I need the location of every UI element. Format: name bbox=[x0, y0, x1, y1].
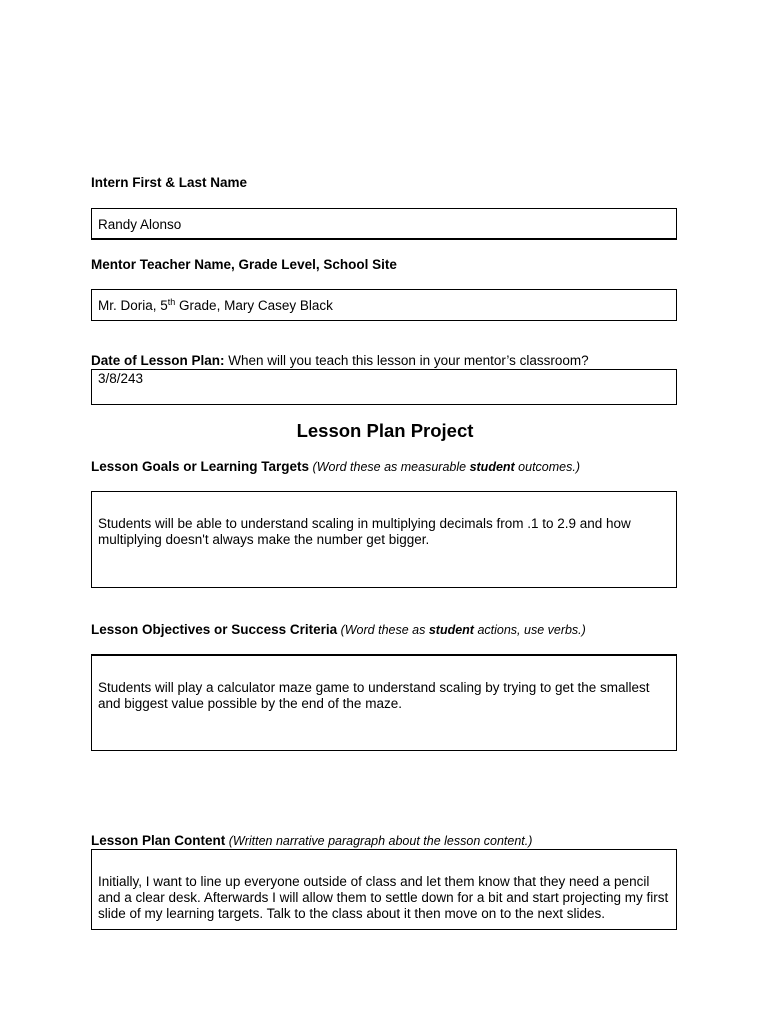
lesson-date-label-bold: Date of Lesson Plan: bbox=[91, 353, 225, 368]
lesson-goals-value: Students will be able to understand scaling in multiplying decimals from .1 to 2.9 and how multiplying doesn't always make the number get bigger. bbox=[98, 516, 631, 547]
mentor-value-part1: Mr. Doria, 5 bbox=[98, 298, 168, 313]
intern-name-field[interactable] bbox=[91, 208, 677, 240]
lesson-objectives-note bbox=[337, 623, 586, 637]
lesson-content-note: (Written narrative paragraph about the lesson content.) bbox=[225, 834, 533, 848]
lesson-date-label-rest: When will you teach this lesson in your mentor’s classroom? bbox=[224, 353, 589, 368]
lesson-objectives-note-before: (Word these as bbox=[337, 623, 429, 637]
mentor-info-label bbox=[91, 257, 397, 273]
lesson-date-label bbox=[91, 353, 589, 369]
lesson-objectives-note-after: actions, use verbs.) bbox=[473, 623, 586, 637]
lesson-objectives-label-bold: Lesson Objectives or Success Criteria bbox=[91, 622, 338, 637]
lesson-date-field[interactable] bbox=[91, 369, 677, 405]
mentor-info-label-text: Mentor Teacher Name, Grade Level, School Site bbox=[91, 257, 397, 272]
lesson-content-value: Initially, I want to line up everyone outside of class and let them know that they need a pencil and a clear desk. Afterwards I will allow them to settle down for a bit and start projecting my first slide of my learning targets. Talk to the class about it then move on to the next slides. bbox=[98, 874, 669, 921]
lesson-content-field[interactable] bbox=[91, 849, 677, 930]
mentor-value-superscript: th bbox=[167, 297, 176, 307]
lesson-goals-field[interactable] bbox=[91, 491, 677, 588]
lesson-content-label-bold: Lesson Plan Content bbox=[91, 833, 226, 848]
lesson-objectives-label bbox=[91, 622, 586, 638]
lesson-goals-note bbox=[309, 460, 580, 474]
lesson-goals-note-bold: student bbox=[469, 460, 515, 474]
page-title: Lesson Plan Project bbox=[296, 420, 474, 441]
lesson-objectives-field[interactable] bbox=[91, 654, 677, 751]
lesson-goals-note-before: (Word these as measurable bbox=[309, 460, 470, 474]
mentor-info-field[interactable] bbox=[91, 289, 677, 321]
lesson-objectives-note-bold: student bbox=[428, 623, 474, 637]
mentor-value-part2: Grade, Mary Casey Black bbox=[175, 298, 333, 313]
lesson-objectives-value: Students will play a calculator maze game to understand scaling by trying to get the smallest and biggest value possible by the end of the maze. bbox=[98, 680, 650, 711]
lesson-goals-label bbox=[91, 459, 580, 475]
lesson-goals-label-bold: Lesson Goals or Learning Targets bbox=[91, 459, 310, 474]
intern-name-value: Randy Alonso bbox=[98, 217, 182, 232]
lesson-content-label bbox=[91, 833, 532, 849]
lesson-date-value: 3/8/243 bbox=[98, 371, 144, 386]
intern-name-label bbox=[91, 175, 247, 191]
intern-name-label-text: Intern First & Last Name bbox=[91, 175, 248, 190]
lesson-goals-note-after: outcomes.) bbox=[514, 460, 581, 474]
